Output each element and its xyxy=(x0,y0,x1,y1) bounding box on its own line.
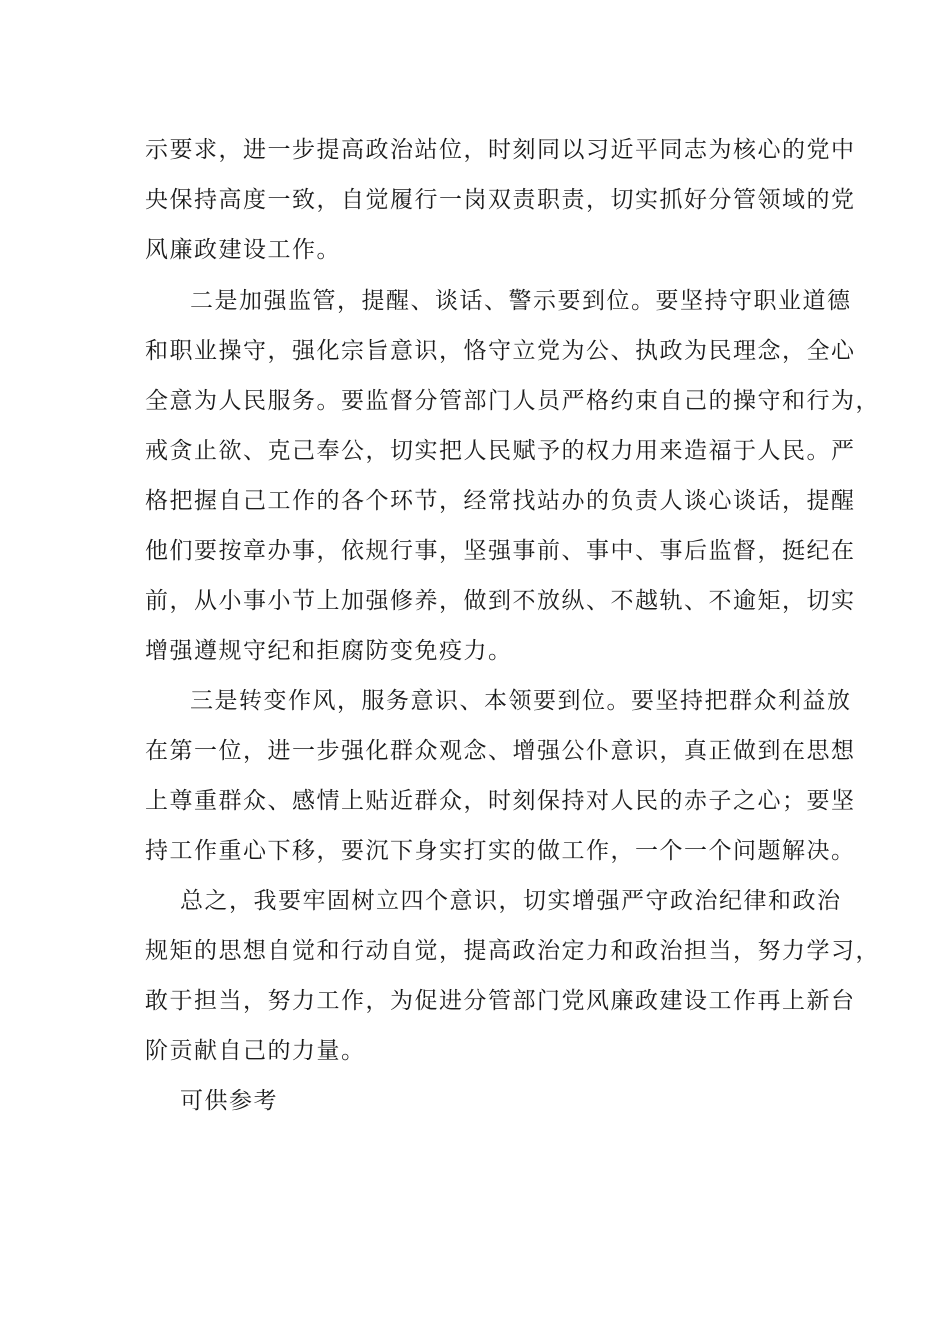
text-line: 风廉政建设工作。 xyxy=(145,237,341,263)
text-line: 前，从小事小节上加强修养，做到不放纵、不越轨、不逾矩，切实 xyxy=(145,588,856,614)
text-line: 总之，我要牢固树立四个意识，切实增强严守政治纪律和政治 xyxy=(180,888,842,914)
text-line: 三是转变作风，服务意识、本领要到位。要坚持把群众利益放 xyxy=(190,688,852,714)
text-line: 戒贪止欲、克己奉公，切实把人民赋予的权力用来造福于人民。严 xyxy=(145,438,856,464)
text-line: 全意为人民服务。要监督分管部门人员严格约束自己的操守和行为， xyxy=(145,388,880,414)
text-line: 上尊重群众、感情上贴近群众，时刻保持对人民的赤子之心；要坚 xyxy=(145,788,856,814)
text-line: 格把握自己工作的各个环节，经常找站办的负责人谈心谈话，提醒 xyxy=(145,488,856,514)
text-line: 规矩的思想自觉和行动自觉，提高政治定力和政治担当，努力学习， xyxy=(145,938,880,964)
text-line: 持工作重心下移，要沉下身实打实的做工作，一个一个问题解决。 xyxy=(145,838,856,864)
text-line: 增强遵规守纪和拒腐防变免疫力。 xyxy=(145,638,513,664)
text-line: 阶贡献自己的力量。 xyxy=(145,1038,366,1064)
text-line: 二是加强监管，提醒、谈话、警示要到位。要坚持守职业道德 xyxy=(190,288,852,314)
text-line: 示要求，进一步提高政治站位，时刻同以习近平同志为核心的党中 xyxy=(145,137,856,163)
closing-note: 可供参考 xyxy=(180,1088,278,1114)
text-line: 敢于担当，努力工作，为促进分管部门党风廉政建设工作再上新台 xyxy=(145,988,856,1014)
text-line: 他们要按章办事，依规行事，坚强事前、事中、事后监督，挺纪在 xyxy=(145,538,856,564)
text-line: 在第一位，进一步强化群众观念、增强公仆意识，真正做到在思想 xyxy=(145,738,856,764)
text-line: 央保持高度一致，自觉履行一岗双责职责，切实抓好分管领域的党 xyxy=(145,187,856,213)
text-line: 和职业操守，强化宗旨意识，恪守立党为公、执政为民理念，全心 xyxy=(145,338,856,364)
